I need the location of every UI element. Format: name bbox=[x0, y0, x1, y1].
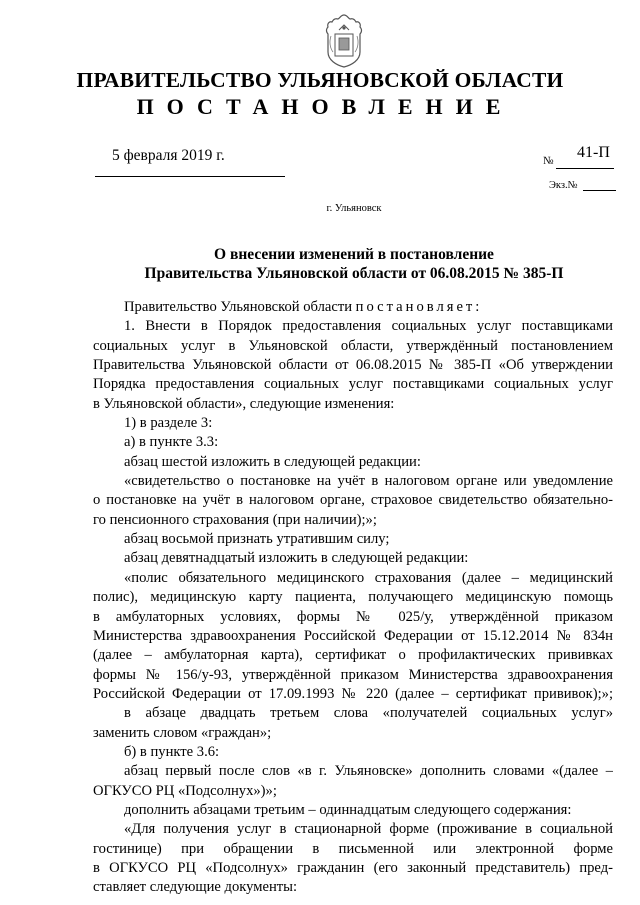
body-line: абзац шестой изложить в следующей редакции: bbox=[124, 453, 421, 470]
body-line: (далее – амбулаторная карта), сертификат о профилактических прививках bbox=[93, 647, 613, 664]
body-line: в ОГКУСО РЦ «Подсолнух» гражданин (его законный представитель) пред- bbox=[93, 859, 613, 876]
body-line: «полис обязательного медицинского страхования (далее – медицинский bbox=[124, 569, 613, 586]
document-subject bbox=[0, 245, 640, 283]
date-underline bbox=[95, 176, 285, 177]
body-line: «Для получения услуг в стационарной форме (проживание в социальной bbox=[124, 821, 613, 838]
coat-of-arms-emblem bbox=[322, 12, 366, 68]
number-sign-label: № bbox=[543, 155, 554, 167]
body-line: гостинице) при обращении в письменной или электронной форме bbox=[93, 840, 613, 857]
body-line: а) в пункте 3.3: bbox=[124, 434, 219, 451]
body-line: формы № 156/у-93, утверждённой приказом Министерства здравоохранения bbox=[93, 666, 613, 683]
body-line: социальных услуг в Ульяновской области, утверждённый постановлением bbox=[93, 337, 613, 354]
body-line: в Ульяновской области», следующие изменения: bbox=[93, 395, 395, 412]
city-label: г. Ульяновск bbox=[326, 203, 382, 214]
number-underline bbox=[556, 168, 614, 169]
body-line bbox=[93, 298, 613, 317]
body-line: Российской Федерации от 17.09.1993 № 220 (далее – сертификат прививок);»; bbox=[93, 685, 613, 702]
body-line: Правительства Ульяновской области от 06.08.2015 № 385-П «Об утверждении bbox=[93, 357, 613, 374]
body-line: Министерства здравоохранения Российской Федерации от 15.12.2014 № 834н bbox=[93, 627, 613, 644]
body-line: дополнить абзацами третьим – одиннадцатым следующего содержания: bbox=[124, 801, 572, 818]
body-line: Порядка предоставления социальных услуг поставщиками социальных услуг bbox=[93, 376, 613, 393]
body-line: б) в пункте 3.6: bbox=[124, 743, 220, 760]
document-body bbox=[93, 298, 613, 898]
body-line: 1. Внести в Порядок предоставления социальных услуг поставщиками bbox=[124, 318, 613, 335]
government-title: ПРАВИТЕЛЬСТВО УЛЬЯНОВСКОЙ ОБЛАСТИ bbox=[76, 68, 564, 92]
body-line: абзац первый после слов «в г. Ульяновске» дополнить словами «(далее – bbox=[124, 763, 613, 780]
body-line: «свидетельство о постановке на учёт в налоговом органе или уведомление bbox=[124, 473, 613, 490]
body-line: ставляет следующие документы: bbox=[93, 879, 298, 896]
body-line: в абзаце двадцать третьем слова «получателей социальных услуг» bbox=[124, 705, 613, 722]
body-line: в амбулаторных условиях, формы № 025/у, утверждённой приказом bbox=[93, 608, 613, 625]
document-number: 41-П bbox=[577, 144, 610, 161]
body-text: Правительство Ульяновской области bbox=[124, 299, 353, 315]
body-line: заменить словом «граждан»; bbox=[93, 724, 272, 741]
body-line: абзац девятнадцатый изложить в следующей редакции: bbox=[124, 550, 469, 567]
copy-number-label: Экз.№ bbox=[549, 180, 578, 191]
copy-number-underline bbox=[583, 190, 616, 191]
body-line: полис), медицинскую карту пациента, получающего медицинскую помощь bbox=[93, 589, 613, 606]
body-line: ОГКУСО РЦ «Подсолнух»)»; bbox=[93, 782, 277, 799]
body-line: абзац восьмой признать утратившим силу; bbox=[124, 531, 390, 548]
subject-line-2: Правительства Ульяновской области от 06.08.2015 № 385-П bbox=[144, 265, 564, 282]
body-text-spaced: постановляет: bbox=[355, 299, 483, 315]
body-line: го пенсионного страхования (при наличии);»; bbox=[93, 511, 377, 528]
body-line: 1) в разделе 3: bbox=[124, 415, 213, 432]
document-date: 5 февраля 2019 г. bbox=[112, 147, 225, 164]
subject-line-1: О внесении изменений в постановление bbox=[214, 246, 494, 263]
document-type-heading: ПОСТАНОВЛЕНИЕ bbox=[136, 94, 514, 119]
body-line: о постановке на учёт в налоговом органе, страховое свидетельство обязательно- bbox=[93, 492, 613, 509]
